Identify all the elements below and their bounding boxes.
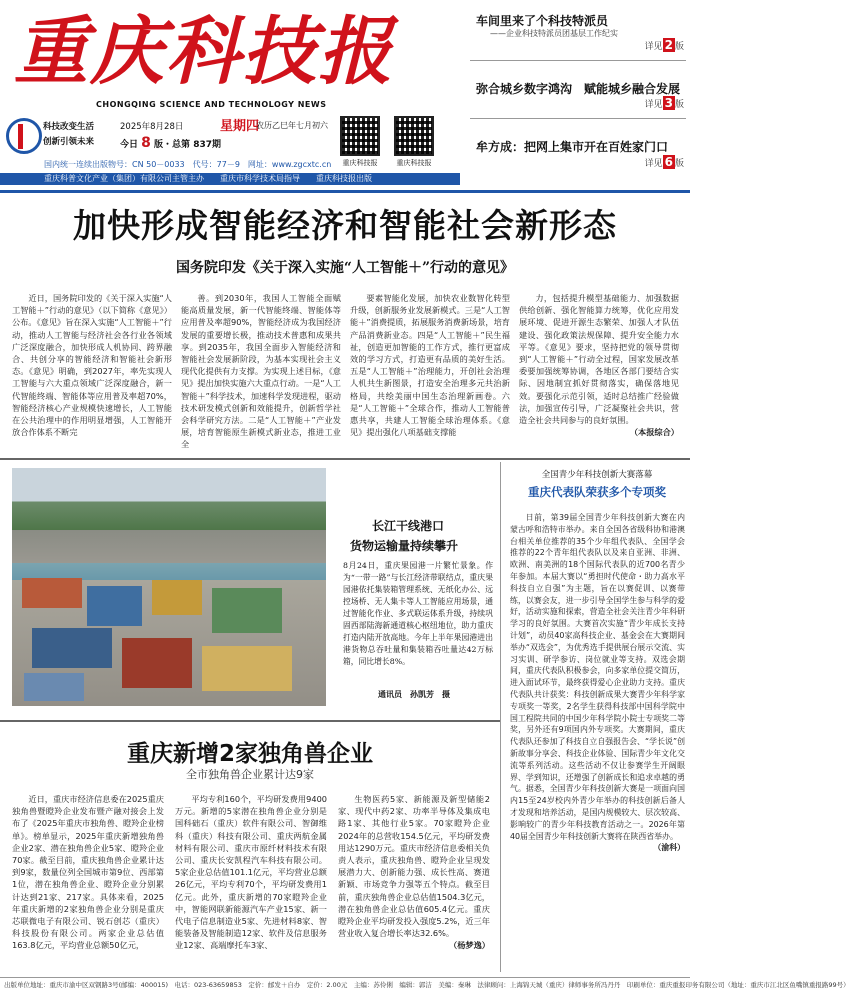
port-photo: [12, 468, 326, 706]
footer-imprint: 出版单位地址：重庆市渝中区双钢路3号(邮编：400015) 电话：023-63659853 定价：邮发＋自办 定价：2.00元 主编：苏伶俐 编辑：郭洁 美编：秦琳 法律顾问：上海锦天城（重庆）律师事务所冯丹丹 印刷单位：重庆重报印务有限公司（地址：重庆市江北区鱼嘴镇重报路99号）: [0, 977, 690, 993]
lead-column-4: 力，包括提升模型基础能力、加强数据供给创新、强化智能算力统筹，优化应用发展环境、促进开源生态繁荣、加强人才队伍建设、强化政策法规保障、提升安全能力水平等。《意见》要求，坚持把党的领导贯彻到“人工智能＋”行动全过程，国家发展改革委要加强统筹协调，各地区各部门要结合实际、因地制宜抓好贯彻落实，确保落地见效。要强化示范引领，适时总结推广经验做法，加强宣传引导，广泛凝聚社会共识，营造全社会共同参与的良好氛围。 （本报综合）: [519, 293, 679, 438]
teaser-title-1[interactable]: 车间里来了个科技特派员: [476, 14, 609, 28]
qr-label-2: 重庆科技报: [396, 159, 432, 167]
sidebar-title: 重庆代表队荣获多个专项奖: [528, 485, 666, 499]
issue-info: [120, 135, 221, 151]
teaser-page-ref-2[interactable]: 详见 3 版: [644, 96, 684, 110]
issue-date: 2025年8月28日: [120, 122, 184, 132]
second-column-3: 生物医药5家、新能源及新型储能2家、现代中药2家、功率半导体及集成电路1家、其他行业5家。70家瞪羚企业2024年的总营收154.5亿元，平均研发费用达1290万元。重庆市经济信息委相关负责人表示，重庆独角兽、瞪羚企业呈现发展潜力大、创新能力强、成长性高、赛道新颖、市场竞争力强等五个特点。截至目前，重庆独角兽企业总估值1504.3亿元，潜在独角兽企业总估值605.4亿元。重庆瞪羚企业平均研发投入强度5.2%，近三年营业收入复合增长率达32.6%。 （杨梦逸）: [338, 794, 490, 951]
divider: [0, 720, 500, 722]
second-subhead: 全市独角兽企业累计达9家: [186, 768, 314, 781]
teaser-title-3[interactable]: 牟方成：把网上集市开在百姓家门口: [476, 140, 669, 154]
photo-caption: 8月24日，重庆果园港一片繁忙景象。作为“一带一路”与长江经济带联结点，重庆果园港依托集装箱管理系统、无纸化办公、远控场桥、无人集卡等人工智能应用场景，通过智能化作业、多式联运体系升级，持续巩固西部陆海新通道核心枢纽地位，助力重庆打造内陆开放高地。今年上半年果园港进出港货物总吞吐量和集装箱吞吐量达42万标箱，同比增长8%。: [343, 561, 493, 666]
sponsor-bar: 重庆科普文化产业（集团）有限公司主管主办 重庆市科学技术局指导 重庆科技报出版: [0, 173, 460, 185]
teaser-title-2[interactable]: 弥合城乡数字鸿沟 赋能城乡融合发展: [476, 82, 681, 96]
qr-label-1: 重庆科技报: [342, 159, 378, 167]
teaser-page-ref-3[interactable]: 详见 6 版: [644, 155, 684, 169]
issue-suffix: 期: [212, 140, 222, 150]
lead-source: （本报综合）: [629, 427, 679, 438]
slogan-line-1: 科技改变生活: [43, 122, 95, 132]
qr-code-icon: [340, 116, 380, 156]
second-column-2: 平均专利160个，平均研发费用9400万元。新增的5家潜在独角兽企业分别是国科础石（重庆）软件有限公司、智御维科（重庆）科技有限公司、重庆两航金属材料有限公司、重庆市原纤材料技术有限公司、重庆长安凯程汽车科技有限公司。5家企业总估值101.1亿元，平均营业总额26亿元，平均专利70个，平均研发费用1亿元。此外，重庆新增的70家瞪羚企业中，智能网联新能源汽车产业15家、新一代电子信息制造业5家、先进材料8家、智能装备及智能制造12家、软件及信息服务业12家、高端摩托车3家、: [175, 794, 327, 951]
divider: [0, 458, 690, 460]
divider: [470, 118, 686, 119]
photo-credit: 通讯员 孙凯芳 摄: [378, 690, 450, 699]
lead-subhead: 国务院印发《关于深入实施“人工智能＋”行动的意见》: [175, 260, 515, 276]
lead-column-1: 近日，国务院印发的《关于深入实施“人工智能＋”行动的意见》（以下简称《意见》）公布。《意见》旨在深入实施“人工智能＋”行动，推动人工智能与经济社会各行业各领域广泛深度融合，加快形成人机协同、跨界融合、共创分享的智能经济和智能社会新形态。《意见》明确，到2027年，率先实现人工智能与六大重点领域广泛深度融合，新一代智能终端、智能体等应用普及率超70%，智能经济核心产业规模快速增长，人工智能在公共治理中的作用明显增强，人工智能开放合作体系不断完: [12, 293, 172, 438]
page-count: 8: [141, 135, 151, 151]
lead-column-3: 要素智能化发展，加快农业数智化转型升级，创新服务业发展新模式。三是“人工智能＋”消费提质，拓展服务消费新场景，培育产品消费新业态。四是“人工智能＋”民生福祉，创造更加智能的工作方式，推行更富成效的学习方式，打造更有品质的美好生活。五是“人工智能＋”治理能力，开创社会治理人机共生新图景，打造安全治理多元共治新格局，共绘美丽中国生态治理新画卷。六是“人工智能＋”全球合作，推动人工智能普惠共享，共建人工智能全球治理体系。《意见》提出强化八项基础支撑能: [350, 293, 510, 438]
column-divider: [500, 462, 501, 972]
newspaper-logo-icon: [6, 118, 42, 154]
lunar-date: 农历乙巳年七月初六: [256, 121, 328, 130]
masthead-english: CHONGQING SCIENCE AND TECHNOLOGY NEWS: [96, 100, 327, 109]
teaser-sub-1: ——企业科技特派员团基层工作纪实: [490, 29, 618, 38]
slogan-line-2: 创新引领未来: [43, 137, 95, 147]
lead-headline: 加快形成智能经济和智能社会新形态: [73, 206, 617, 245]
issue-weekday: 星期四: [220, 119, 260, 134]
divider: [470, 60, 686, 61]
teaser-page-ref-1[interactable]: 详见 2 版: [644, 38, 684, 52]
photo-title-1: 长江干线港口: [372, 519, 445, 533]
sidebar-kicker: 全国青少年科技创新大赛落幕: [541, 470, 653, 480]
lead-column-2: 善。到2030年，我国人工智能全面赋能高质量发展，新一代智能终端、智能体等应用普及率超90%，智能经济成为我国经济发展的重要增长极，推动技术普惠和成果共享。到2035年，我国全面步入智能经济和智能社会发展新阶段，为基本实现社会主义现代化提供有力支撑。为实现上述目标，《意见》提出加快实施六大重点行动。一是“人工智能＋”科学技术，加速科学发现进程，驱动技术研发模式创新和效能提升，创新哲学社会科学研究方法。二是“人工智能＋”产业发展，培育智能原生新模式新业态，推进工业全: [181, 293, 341, 450]
sidebar-source: （渝科）: [653, 843, 685, 853]
pages-label: 版・总第: [154, 140, 191, 150]
sidebar-body: 日前，第39届全国青少年科技创新大赛在内蒙古呼和浩特市举办。来自全国各省级科协和港澳台相关单位推荐的35个少年组代表队、全国学会推荐的22个青年组代表队以及来自亚洲、非洲、欧洲、南美洲的18个国际代表队的近700名青少年参加。本届大赛以“勇担时代使命・助力高水平科技自立自强”为主题，旨在以赛促训、以赛带练，以赛会友，进一步引导全国学生参与科学的爱好，活动实施和探索，营造全社会关注青少年科研学习的良好氛围。大赛首次实施“青少年成长支持计划”，动员40家高科技企业、基金会在大赛期间举办“双选会”，为优秀选手提供展台展示交流、实习实训、研学参访、岗位就业等支持。双选会期间，重庆代表队积极参会，向多家单位提交简历，进入面试环节，最终获得爱心企业助力支持。重庆代表队共计获奖：科技创新成果大赛青少年科学家专项奖一等奖，2名学生获得科技部中国科学院中国工程院共同的中国少年科学院小院士专项奖二等奖，另外还有9项国内外专项奖。大赛期间，重庆代表队还参加了科技自立自强报告会、“学长说”创新故事分享会、科技企业体验、国际青少年文化交流等系列活动。这些活动不仅让参赛学生开阔眼界、学到知识，还增强了创新成长和追求卓越的勇气。据悉，全国青少年科技创新大赛是一项面向国内15至24岁校内外青少年举办的科技创新后备人才发现和培养活动，是国内规模较大、层次较高、影响较广的青少年科技教育活动之一。2026年第40届全国青少年科技创新大赛将在陕西省举办。 （渝科）: [510, 513, 685, 853]
qr-code-icon: [394, 116, 434, 156]
second-headline: 重庆新增2家独角兽企业: [126, 741, 373, 767]
second-source: （杨梦逸）: [449, 940, 490, 951]
masthead-title: 重庆科技报: [14, 9, 394, 95]
second-column-1: 近日，重庆市经济信息委在2025重庆独角兽暨瞪羚企业发布暨产融对接会上发布了《2025年重庆市独角兽、瞪羚企业榜单》。榜单显示，2025年重庆新增独角兽企业2家、潜在独角兽企业5家、瞪羚企业70家。截至目前，重庆独角兽企业累计达到9家，数量位列全国城市第9位、西部第1位，潜在独角兽企业、瞪羚企业分别累计达到21家、217家。具体来看，2025年重庆新增的2家独角兽企业分别是重庆芯联微电子有限公司、锐石创芯（重庆）科技股份有限公司。两家企业总估值163.8亿元，平均营业总额50亿元，: [12, 794, 164, 951]
issue-number: 837: [193, 140, 212, 150]
publication-number-row: 国内统一连续出版物号：CN 50－0033 代号：77－9 网址：www.zgcxtc.cn: [44, 160, 332, 169]
masthead-divider: [0, 190, 690, 193]
today-label: 今日: [120, 140, 139, 150]
photo-title-2: 货物运输量持续攀升: [350, 539, 459, 553]
